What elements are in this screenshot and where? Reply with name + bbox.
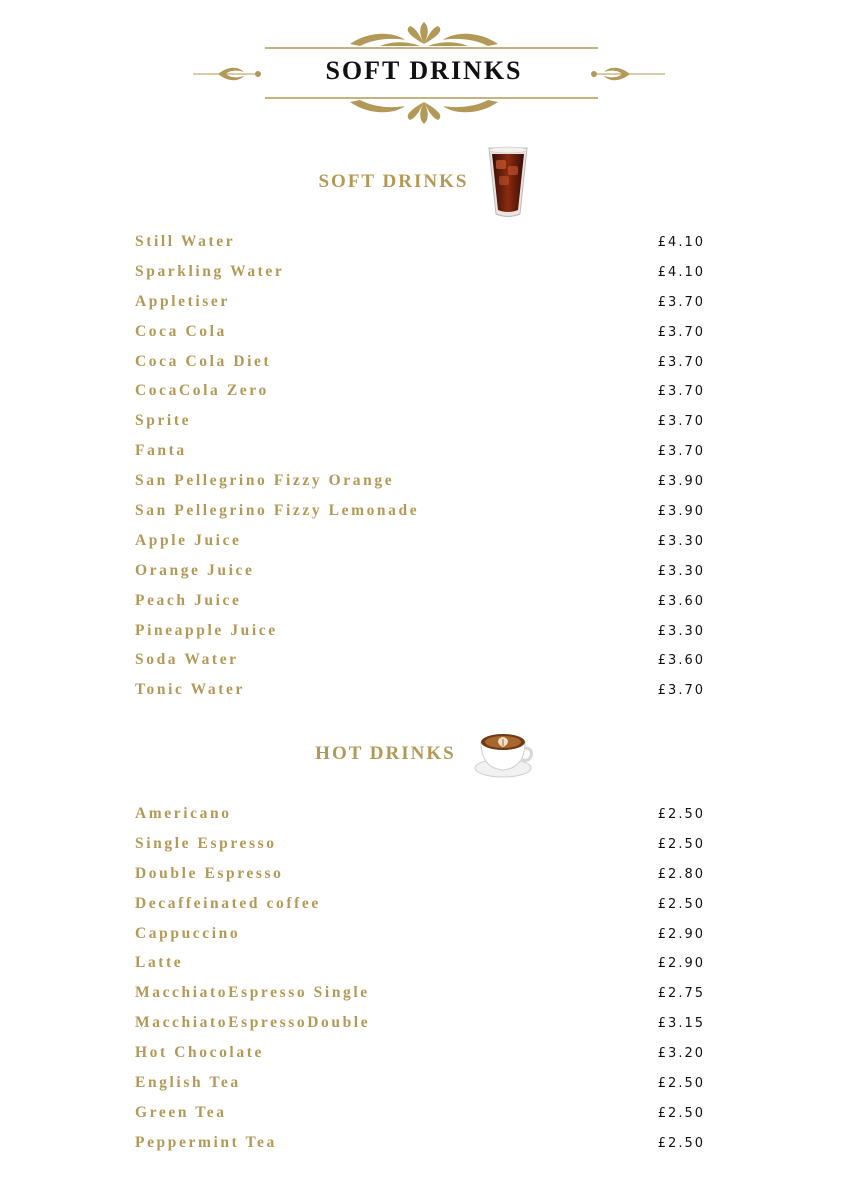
list-item bbox=[135, 925, 715, 955]
list-item bbox=[135, 263, 715, 293]
page-title: SOFT DRINKS bbox=[325, 56, 523, 85]
coffee-cup-icon bbox=[473, 724, 533, 784]
item-name: Appletiser bbox=[135, 292, 230, 310]
item-price: £2.50 bbox=[657, 896, 705, 912]
hot-drinks-list bbox=[135, 805, 715, 1164]
list-item bbox=[135, 984, 715, 1014]
item-price: £3.60 bbox=[657, 653, 705, 669]
item-price: £3.70 bbox=[657, 294, 705, 310]
list-item bbox=[135, 681, 715, 711]
list-item bbox=[135, 805, 715, 835]
list-item bbox=[135, 323, 715, 353]
item-name: Peach Juice bbox=[135, 591, 242, 609]
item-name: Soda Water bbox=[135, 651, 239, 669]
item-price: £3.70 bbox=[657, 414, 705, 430]
item-name: Still Water bbox=[135, 233, 236, 250]
item-price: £2.90 bbox=[657, 956, 705, 972]
item-price: £3.15 bbox=[657, 1016, 705, 1032]
list-item bbox=[135, 954, 715, 984]
item-name: San Pellegrino Fizzy Lemonade bbox=[135, 502, 420, 520]
item-name: Fanta bbox=[135, 442, 187, 460]
item-price: £3.70 bbox=[657, 384, 705, 400]
item-price: £3.90 bbox=[657, 504, 705, 520]
list-item bbox=[135, 895, 715, 925]
section-title: HOT DRINKS bbox=[315, 743, 456, 764]
list-item bbox=[135, 562, 715, 592]
item-name: Hot Chocolate bbox=[135, 1044, 264, 1062]
list-item bbox=[135, 1104, 715, 1134]
item-name: Tonic Water bbox=[135, 681, 245, 699]
item-name: Coca Cola Diet bbox=[135, 352, 272, 370]
item-price: £4.10 bbox=[657, 235, 705, 250]
header-banner bbox=[0, 0, 848, 130]
item-name: Peppermint Tea bbox=[135, 1133, 277, 1151]
item-name: Single Espresso bbox=[135, 834, 277, 852]
section-title: SOFT DRINKS bbox=[318, 171, 469, 192]
item-price: £3.70 bbox=[657, 444, 705, 460]
item-price: £2.50 bbox=[657, 807, 705, 822]
item-price: £3.70 bbox=[657, 324, 705, 340]
item-price: £4.10 bbox=[657, 264, 705, 280]
list-item bbox=[135, 592, 715, 622]
item-price: £2.50 bbox=[657, 836, 705, 852]
item-name: MacchiatoEspresso Single bbox=[135, 984, 370, 1002]
list-item bbox=[135, 1044, 715, 1074]
item-price: £3.30 bbox=[657, 623, 705, 639]
list-item bbox=[135, 412, 715, 442]
list-item bbox=[135, 865, 715, 895]
list-item bbox=[135, 651, 715, 681]
item-price: £3.30 bbox=[657, 563, 705, 579]
item-price: £3.70 bbox=[657, 683, 705, 699]
item-name: Americano bbox=[135, 805, 232, 822]
section-header-hot-drinks bbox=[0, 724, 848, 784]
item-name: Pineapple Juice bbox=[135, 621, 278, 639]
item-name: Sparkling Water bbox=[135, 262, 285, 280]
item-price: £2.75 bbox=[657, 986, 705, 1002]
item-name: Green Tea bbox=[135, 1103, 227, 1121]
item-name: Coca Cola bbox=[135, 322, 227, 340]
list-item bbox=[135, 532, 715, 562]
item-price: £3.70 bbox=[657, 354, 705, 370]
item-price: £3.90 bbox=[657, 474, 705, 490]
list-item bbox=[135, 622, 715, 652]
item-price: £3.60 bbox=[657, 593, 705, 609]
item-price: £2.50 bbox=[657, 1105, 705, 1121]
item-price: £3.30 bbox=[657, 533, 705, 549]
item-name: CocaCola Zero bbox=[135, 382, 269, 400]
list-item bbox=[135, 233, 715, 263]
list-item bbox=[135, 472, 715, 502]
soft-drinks-list bbox=[135, 233, 715, 711]
item-name: Apple Juice bbox=[135, 531, 242, 549]
list-item bbox=[135, 835, 715, 865]
item-name: English Tea bbox=[135, 1074, 241, 1092]
item-name: Cappuccino bbox=[135, 924, 241, 942]
soda-glass-icon bbox=[486, 140, 530, 224]
item-name: MacchiatoEspressoDouble bbox=[135, 1014, 371, 1032]
item-price: £2.50 bbox=[657, 1135, 705, 1151]
item-name: Orange Juice bbox=[135, 561, 255, 579]
item-name: Double Espresso bbox=[135, 864, 284, 882]
item-price: £2.50 bbox=[657, 1076, 705, 1092]
item-name: Latte bbox=[135, 954, 184, 972]
list-item bbox=[135, 502, 715, 532]
section-header-soft-drinks bbox=[0, 140, 848, 224]
item-price: £3.20 bbox=[657, 1046, 705, 1062]
item-name: Decaffeinated coffee bbox=[135, 894, 321, 912]
item-price: £2.90 bbox=[657, 926, 705, 942]
list-item bbox=[135, 1074, 715, 1104]
list-item bbox=[135, 1134, 715, 1164]
list-item bbox=[135, 1014, 715, 1044]
item-name: Sprite bbox=[135, 412, 192, 430]
list-item bbox=[135, 382, 715, 412]
item-price: £2.80 bbox=[657, 866, 705, 882]
list-item bbox=[135, 442, 715, 472]
list-item bbox=[135, 293, 715, 323]
list-item bbox=[135, 353, 715, 383]
item-name: San Pellegrino Fizzy Orange bbox=[135, 472, 395, 490]
